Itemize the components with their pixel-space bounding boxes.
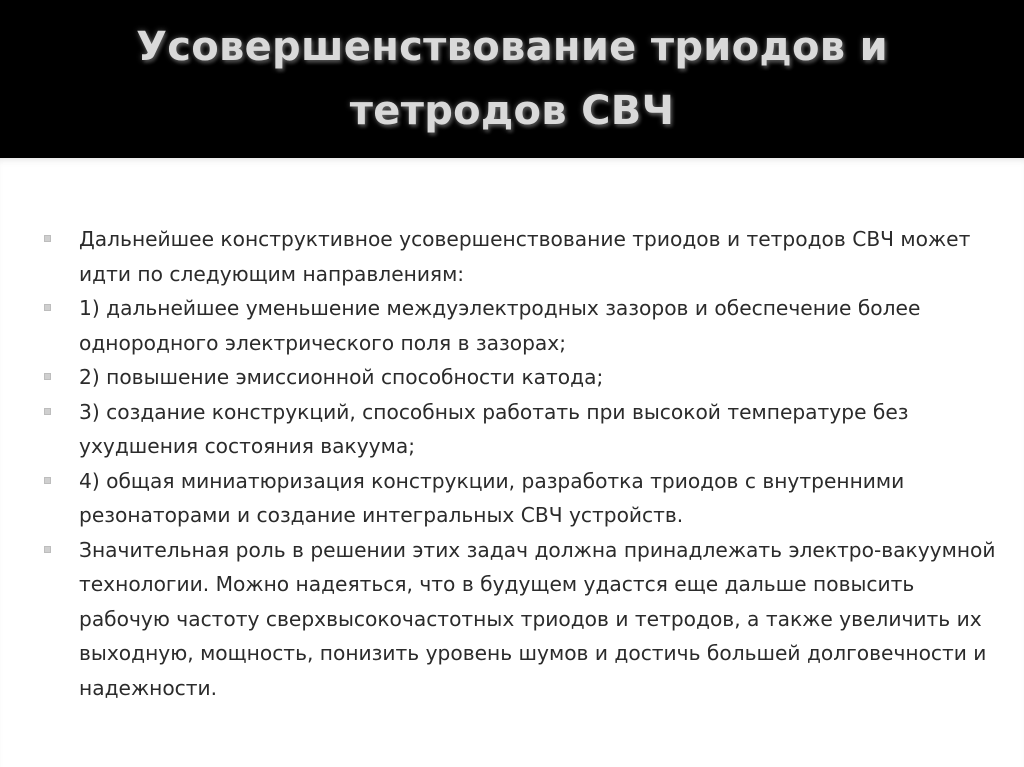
- bullet-item-intro: [42, 222, 1002, 291]
- bullet-text: 1) дальнейшее уменьшение междуэлектродных зазоров и обеспечение более однородного электрического поля в зазорах;: [79, 296, 921, 355]
- bullet-text: 2) повышение эмиссионной способности катода;: [79, 365, 604, 389]
- slide-title-line-2: тетродов СВЧ: [349, 88, 675, 134]
- bullet-list: [42, 222, 1002, 705]
- bullet-item-2: [42, 360, 1002, 395]
- slide-title-line-1: Усовершенствование триодов и: [136, 24, 888, 70]
- title-bar: [0, 0, 1024, 158]
- square-bullet-icon: [44, 546, 51, 553]
- square-bullet-icon: [44, 373, 51, 380]
- slide-title: [96, 15, 928, 143]
- square-bullet-icon: [44, 408, 51, 415]
- square-bullet-icon: [44, 235, 51, 242]
- square-bullet-icon: [44, 304, 51, 311]
- bullet-text: Значительная роль в решении этих задач должна принадлежать электро-вакуумной технологии. Можно надеяться, что в будущем удастся еще дальше повысить рабочую частоту сверхвысокочастотных триодов и тетродов, а также увеличить их выходную, мощность, понизить уровень шумов и достичь большей долговечности и надежности.: [79, 537, 996, 700]
- slide-body: [42, 222, 1002, 747]
- bullet-text: 3) создание конструкций, способных работать при высокой температуре без ухудшения состояния вакуума;: [79, 399, 909, 458]
- bullet-text: Дальнейшее конструктивное усовершенствование триодов и тетродов СВЧ может идти по следующим направлениям:: [79, 227, 971, 286]
- bullet-item-4: [42, 464, 1002, 533]
- square-bullet-icon: [44, 477, 51, 484]
- bullet-item-3: [42, 395, 1002, 464]
- bullet-text: 4) общая миниатюризация конструкции, разработка триодов с внутренними резонаторами и создание интегральных СВЧ устройств.: [79, 468, 905, 527]
- bullet-item-1: [42, 291, 1002, 360]
- bullet-item-conclusion: [42, 533, 1002, 706]
